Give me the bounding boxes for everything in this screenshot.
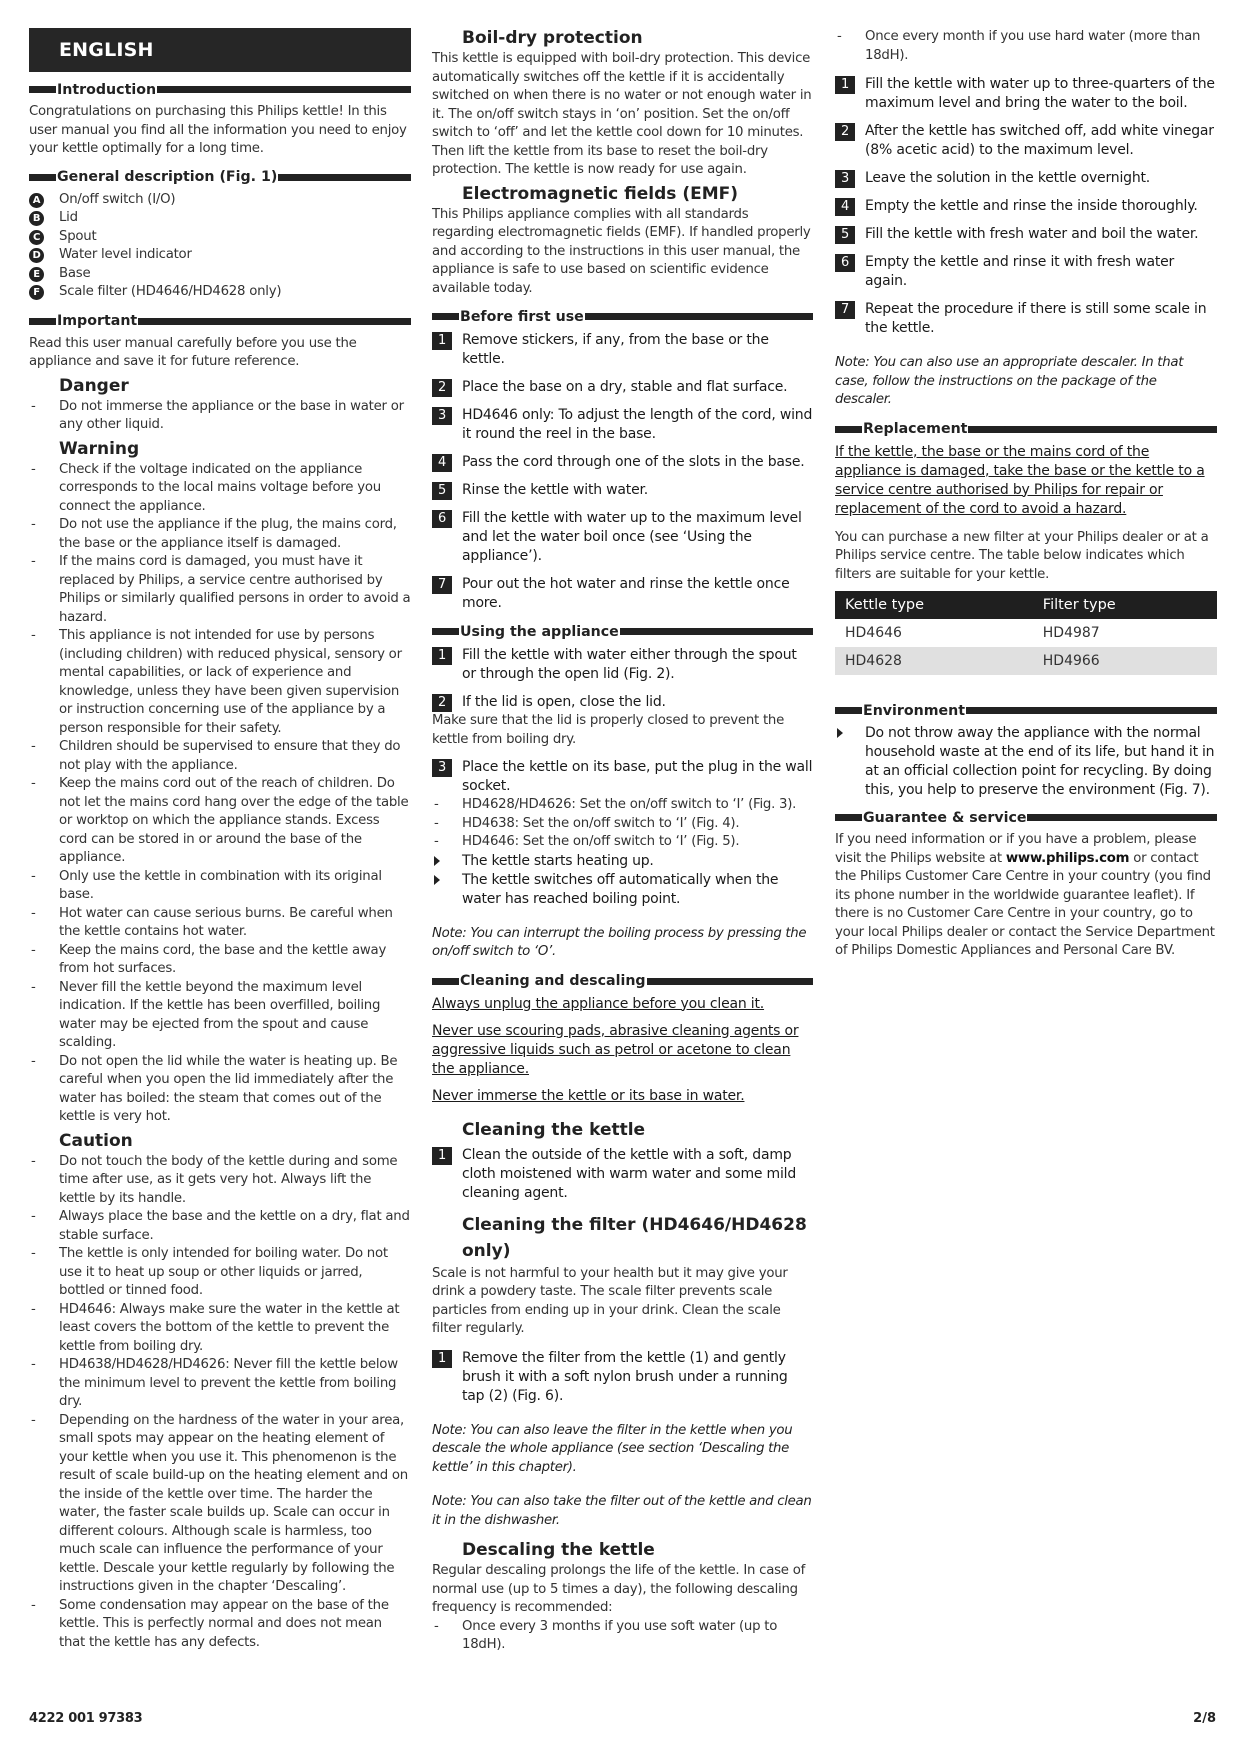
list-item: - Once every month if you use hard water (more than 18dH).: [835, 28, 1217, 65]
warning-heading: Warning: [59, 438, 140, 459]
list-item: - The kettle is only intended for boiling water. Do not use it to heat up soup or other liquids or jarred, bottled or tinned food.: [29, 1245, 411, 1301]
table-cell: HD4646: [845, 625, 902, 641]
filter-table: [835, 591, 1217, 675]
list-item: - Children should be supervised to ensure that they do not play with the appliance.: [29, 738, 411, 775]
table-cell: HD4628: [835, 647, 1033, 675]
section-before-first-use: Before first use: [432, 307, 813, 326]
intro-text: Congratulations on purchasing this Philips kettle! In this user manual you find all the information you need to enjoy your kettle optimally for a long time.: [29, 104, 407, 156]
boil-dry-text: This kettle is equipped with boil-dry protection. This device automatically switches off the kettle if it is accidentally switched on when there is no water or not enough water in it. The on/off switch stays in ‘on’ position. Set the on/off switch to ‘off’ and let the kettle cool down for 10 minutes. Then lift the kettle from its base to reset the boil-dry protection. The kettle is now ready for use again.: [432, 51, 812, 177]
philips-website-link[interactable]: www.philips.com: [1005, 850, 1130, 866]
step: 1 Fill the kettle with water either through the spout or through the open lid (Fig. 2).: [432, 646, 813, 684]
step: 6 Empty the kettle and rinse it with fresh water again.: [835, 253, 1217, 291]
list-item: - If the mains cord is damaged, you must have it replaced by Philips, a service centre authorised by Philips or similarly qualified persons in order to avoid a hazard.: [29, 553, 411, 627]
step: 7 Pour out the hot water and rinse the kettle once more.: [432, 575, 813, 613]
step: 2 If the lid is open, close the lid.: [432, 693, 813, 712]
list-item: - Do not immerse the appliance or the base in water or any other liquid.: [29, 398, 411, 435]
cleaning-kettle-heading: Cleaning the kettle: [462, 1119, 646, 1140]
general-list: [29, 191, 411, 302]
general-item: B Lid: [29, 209, 411, 228]
column-left: [29, 28, 411, 1652]
step: 4 Empty the kettle and rinse the inside thoroughly.: [835, 197, 1217, 216]
list-item: - Never fill the kettle beyond the maximum level indication. If the kettle has been overfilled, boiling water may be ejected from the spout and cause scalding.: [29, 979, 411, 1053]
caution-heading: Caution: [59, 1130, 133, 1151]
environment-list: [835, 724, 1217, 800]
section-using-the-appliance: Using the appliance: [432, 622, 813, 641]
environment-item: Do not throw away the appliance with the normal household waste at the end of its life, but hand it in at an official collection point for recycling. By doing this, you help to preserve the environment (Fig. 7).: [835, 724, 1217, 800]
descaling-text: Regular descaling prolongs the life of the kettle. In case of normal use (up to 5 times a day), the following descaling frequency is recommended:: [432, 1563, 806, 1615]
cleaning-warning: Always unplug the appliance before you clean it.: [432, 995, 765, 1012]
list-item: - HD4638: Set the on/off switch to ‘I’ (Fig. 4).: [432, 815, 813, 834]
document-code: 4222 001 97383: [29, 1711, 143, 1726]
table-cell: HD4987: [1042, 625, 1100, 641]
cleaning-filter-heading: Cleaning the filter (HD4646/HD4628 only): [462, 1214, 807, 1261]
cleaning-warning: Never use scouring pads, abrasive cleaning agents or aggressive liquids such as petrol or acetone to clean the appliance.: [432, 1022, 799, 1077]
list-item: - Check if the voltage indicated on the appliance corresponds to the local mains voltage before you connect the appliance.: [29, 461, 411, 517]
list-item: - Keep the mains cord, the base and the kettle away from hot surfaces.: [29, 942, 411, 979]
replacement-text: You can purchase a new filter at your Philips dealer or at a Philips service centre. The table below indicates which filters are suitable for your kettle.: [835, 529, 1209, 582]
step: 1 Remove stickers, if any, from the base or the kettle.: [432, 331, 813, 369]
list-item: - Some condensation may appear on the base of the kettle. This is perfectly normal and does not mean that the kettle has any defects.: [29, 1597, 411, 1653]
danger-list: [29, 398, 411, 435]
list-item: - Do not use the appliance if the plug, the mains cord, the base or the appliance itself is damaged.: [29, 516, 411, 553]
using-note: Note: You can interrupt the boiling process by pressing the on/off switch to ‘O’.: [432, 925, 807, 959]
page-number: 2/8: [1193, 1711, 1216, 1726]
table-row: [835, 619, 1217, 647]
step: 7 Repeat the procedure if there is still some scale in the kettle.: [835, 300, 1217, 338]
list-item: - HD4646: Always make sure the water in the kettle at least covers the bottom of the kettle to prevent the kettle from boiling dry.: [29, 1301, 411, 1357]
list-item: - HD4628/HD4626: Set the on/off switch to ‘I’ (Fig. 3).: [432, 796, 813, 815]
list-item: - Hot water can cause serious burns. Be careful when the kettle contains hot water.: [29, 905, 411, 942]
list-item: - Once every 3 months if you use soft water (up to 18dH).: [432, 1618, 813, 1655]
step: 5 Fill the kettle with fresh water and boil the water.: [835, 225, 1217, 244]
cleaning-filter-note: Note: You can also take the filter out of the kettle and clean it in the dishwasher.: [432, 1494, 812, 1528]
list-item: - This appliance is not intended for use by persons (including children) with reduced physical, sensory or mental capabilities, or lack of experience and knowledge, unless they have been given supervision or instruction concerning use of the appliance by a person responsible for their safety.: [29, 627, 411, 738]
list-item: - Only use the kettle in combination with its original base.: [29, 868, 411, 905]
step: 4 Pass the cord through one of the slots in the base.: [432, 453, 813, 472]
descaling-list: [432, 1618, 813, 1655]
general-item: E Base: [29, 265, 411, 284]
table-cell: HD4966: [1033, 647, 1217, 675]
language-header: ENGLISH: [29, 28, 411, 72]
step: 5 Rinse the kettle with water.: [432, 481, 813, 500]
list-item: - Always place the base and the kettle on a dry, flat and stable surface.: [29, 1208, 411, 1245]
section-replacement: Replacement: [835, 420, 1217, 439]
step: 3 Place the kettle on its base, put the plug in the wall socket.: [432, 758, 813, 796]
using-step3-list: [432, 796, 813, 852]
caution-list: [29, 1153, 411, 1653]
general-item: F Scale filter (HD4646/HD4628 only): [29, 283, 411, 302]
section-important: Important: [29, 312, 411, 331]
descaling-heading: Descaling the kettle: [462, 1540, 655, 1560]
guarantee-text: If you need information or if you have a problem, please visit the Philips website at www.philips.com or contact the Philips Customer Care Centre in your country (you find its phone number in the worldwide guarantee leaflet). If there is no Customer Care Centre in your country, go to your local Philips dealer or contact the Service Department of Philips Domestic Appliances and Personal Care BV.: [835, 832, 1215, 958]
step: 1 Remove the filter from the kettle (1) and gently brush it with a soft nylon brush under a running tap (2) (Fig. 6).: [432, 1349, 813, 1406]
step: 2 Place the base on a dry, stable and flat surface.: [432, 378, 813, 397]
section-introduction: Introduction: [29, 80, 411, 99]
cleaning-filter-note: Note: You can also leave the filter in the kettle when you descale the whole appliance (see section ‘Descaling the kettle’ in this chapter).: [432, 1422, 793, 1475]
step: 6 Fill the kettle with water up to the maximum level and let the water boil once (see ‘Using the appliance’).: [432, 509, 813, 566]
table-header: Filter type: [1033, 591, 1217, 619]
general-item: D Water level indicator: [29, 246, 411, 265]
step: 3 HD4646 only: To adjust the length of the cord, wind it round the reel in the base.: [432, 406, 813, 444]
cleaning-warning: Never immerse the kettle or its base in water.: [432, 1087, 745, 1104]
section-general-description: General description (Fig. 1): [29, 168, 411, 187]
table-header: Kettle type: [835, 591, 1033, 619]
section-guarantee-service: Guarantee & service: [835, 808, 1217, 827]
list-item: - Keep the mains cord out of the reach of children. Do not let the mains cord hang over the edge of the table or worktop on which the appliance stands. Excess cord can be stored in or around the base of the appliance.: [29, 775, 411, 868]
emf-text: This Philips appliance complies with all standards regarding electromagnetic fields (EMF). If handled properly and according to the instructions in this user manual, the appliance is safe to use based on scientific evidence available today.: [432, 206, 811, 296]
danger-heading: Danger: [59, 375, 129, 396]
replacement-warning: If the kettle, the base or the mains cord of the appliance is damaged, take the base or the kettle to a service centre authorised by Philips for repair or replacement of the cord to avoid a hazard.: [835, 443, 1205, 517]
list-item: - Depending on the hardness of the water in your area, small spots may appear on the heating element of your kettle when you use it. This phenomenon is the result of scale build-up on the heating element and on the inside of the kettle over time. The harder the water, the faster scale builds up. Scale can occur in different colours. Although scale is harmless, too much scale can influence the performance of your kettle. Descale your kettle regularly by following the instructions given in the chapter ‘Descaling’.: [29, 1412, 411, 1597]
section-cleaning-and-descaling: Cleaning and descaling: [432, 972, 813, 991]
table-header-row: [835, 591, 1217, 619]
descaling-note: Note: You can also use an appropriate descaler. In that case, follow the instructions on the package of the descaler.: [835, 355, 1184, 407]
step: 1 Clean the outside of the kettle with a soft, damp cloth moistened with warm water and some mild cleaning agent.: [432, 1146, 813, 1203]
descaling-list-cont: [835, 28, 1217, 65]
section-environment: Environment: [835, 701, 1217, 720]
using-step2-text: Make sure that the lid is properly closed to prevent the kettle from boiling dry.: [432, 713, 785, 747]
using-results: [432, 852, 813, 909]
list-item: - HD4638/HD4628/HD4626: Never fill the kettle below the minimum level to prevent the kettle from boiling dry.: [29, 1356, 411, 1412]
column-middle: [432, 28, 813, 1655]
general-item: C Spout: [29, 228, 411, 247]
list-item: - Do not open the lid while the water is heating up. Be careful when you open the lid immediately after the water has boiled: the steam that comes out of the kettle is very hot.: [29, 1053, 411, 1127]
step: 1 Fill the kettle with water up to three-quarters of the maximum level and bring the water to the boil.: [835, 75, 1217, 113]
important-text: Read this user manual carefully before you use the appliance and save it for future reference.: [29, 335, 357, 369]
boil-dry-heading: Boil-dry protection: [462, 28, 643, 48]
list-item: - Do not touch the body of the kettle during and some time after use, as it gets very hot. Always lift the kettle by its handle.: [29, 1153, 411, 1209]
table-row: [835, 647, 1217, 675]
step: 3 Leave the solution in the kettle overnight.: [835, 169, 1217, 188]
general-item: A On/off switch (I/O): [29, 191, 411, 210]
emf-heading: Electromagnetic fields (EMF): [462, 183, 739, 204]
column-right: [835, 28, 1217, 961]
result-item: The kettle starts heating up.: [432, 852, 813, 871]
list-item: - HD4646: Set the on/off switch to ‘I’ (Fig. 5).: [432, 833, 813, 852]
warning-list: [29, 461, 411, 1127]
step: 2 After the kettle has switched off, add white vinegar (8% acetic acid) to the maximum level.: [835, 122, 1217, 160]
result-item: The kettle switches off automatically when the water has reached boiling point.: [432, 871, 813, 909]
cleaning-filter-text: Scale is not harmful to your health but it may give your drink a powdery taste. The scale filter prevents scale particles from ending up in your drink. Clean the scale filter regularly.: [432, 1265, 788, 1336]
